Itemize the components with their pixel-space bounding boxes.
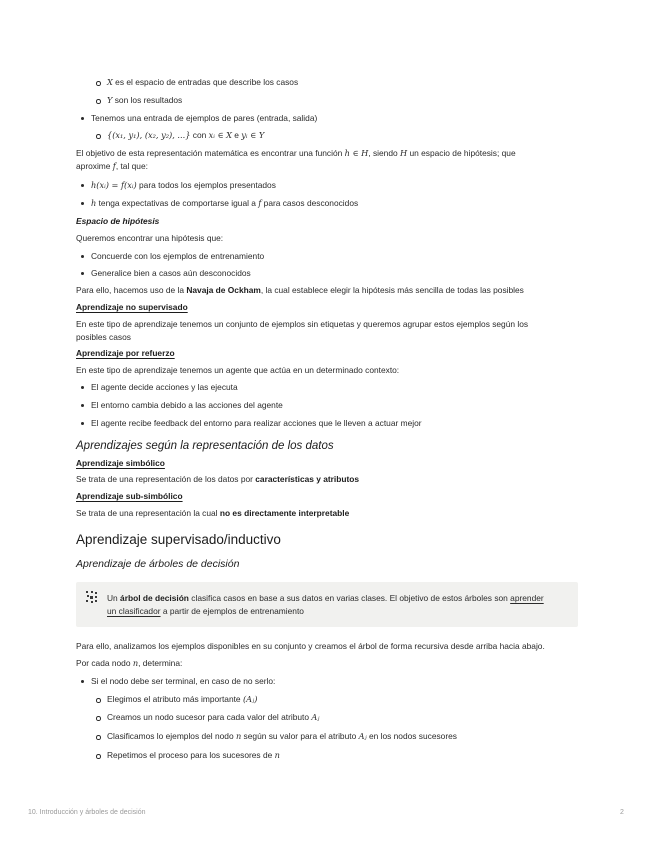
representation-heading: Aprendizajes según la representación de los datos	[76, 440, 334, 452]
list-item-agent-feedback: El agente recibe feedback del entorno para realizar acciones que le lleven a actuar mejor	[91, 418, 422, 428]
bullet-hollow	[96, 134, 101, 139]
list-item-terminal-node: Si el nodo debe ser terminal, en caso de no serlo:	[91, 676, 276, 686]
list-item-agent-decides: El agente decide acciones y las ejecuta	[91, 382, 238, 392]
bullet	[81, 184, 84, 187]
list-item-environment-changes: El entorno cambia debido a las acciones del agente	[91, 400, 283, 410]
subsymbolic-text: Se trata de una representación la cual no es directamente interpretable	[76, 508, 350, 518]
callout-text: Un árbol de decisión clasifica casos en base a sus datos en varias clases. El objetivo de estos árboles son aprender un clasificador a partir de ejemplos de entrenamiento	[107, 593, 544, 617]
list-item-pairs-math: {(x₁, y₁), (x₂, y₂), ...} con xᵢ ∈ X e yᵢ ∈ Y	[107, 130, 265, 140]
classifier-link[interactable]: un clasificador	[107, 606, 161, 617]
bullet-hollow	[96, 716, 101, 721]
bullet	[81, 386, 84, 389]
reinforcement-intro: En este tipo de aprendizaje tenemos un agente que actúa en un determinado contexto:	[76, 365, 400, 375]
bullet	[81, 680, 84, 683]
trees-paragraph-2: Por cada nodo n, determina:	[76, 658, 183, 668]
bullet	[81, 404, 84, 407]
list-item-repeat-process: Repetimos el proceso para los sucesores de n	[107, 750, 280, 760]
bullet	[81, 202, 84, 205]
list-item-pairs: Tenemos una entrada de ejemplos de pares (entrada, salida)	[91, 113, 318, 123]
supervised-heading: Aprendizaje supervisado/inductivo	[76, 532, 281, 547]
unsupervised-heading: Aprendizaje no supervisado	[76, 302, 188, 312]
hypothesis-intro: Queremos encontrar una hipótesis que:	[76, 233, 224, 243]
list-item-y: Y son los resultados	[107, 95, 183, 105]
subsymbolic-heading: Aprendizaje sub-simbólico	[76, 491, 183, 501]
list-item-x-space: X es el espacio de entradas que describe los casos	[107, 77, 299, 87]
bullet-hollow	[96, 99, 101, 104]
bullet-hollow	[96, 698, 101, 703]
list-item-create-successor: Creamos un nodo sucesor para cada valor del atributo Aⱼ	[107, 712, 320, 722]
list-item-generalice: Generalice bien a casos aún desconocidos	[91, 268, 251, 278]
symbolic-heading: Aprendizaje simbólico	[76, 458, 165, 468]
learn-link[interactable]: aprender	[510, 593, 544, 603]
bullet	[81, 117, 84, 120]
footer-title: 10. Introducción y árboles de decisión	[28, 809, 146, 816]
objective-paragraph-line1: El objetivo de esta representación matemática es encontrar una función h ∈ H, siendo H un espacio de hipótesis; que	[76, 148, 516, 158]
trees-paragraph-1: Para ello, analizamos los ejemplos disponibles en su conjunto y creamos el árbol de forma recursiva desde arriba hacia abajo.	[76, 641, 545, 651]
bullet-hollow	[96, 754, 101, 759]
list-item-choose-attribute: Elegimos el atributo más importante (Aⱼ)	[107, 694, 258, 704]
list-item-classify-examples: Clasificamos lo ejemplos del nodo n según su valor para el atributo Aⱼ en los nodos sucesores	[107, 731, 457, 741]
bullet-hollow	[96, 735, 101, 740]
list-item-h-equals-f: h(xᵢ) = f(xᵢ) para todos los ejemplos presentados	[91, 180, 276, 190]
sparkle-icon	[86, 590, 98, 602]
bullet	[81, 255, 84, 258]
objective-paragraph-line2: aproxime f, tal que:	[76, 161, 148, 171]
list-item-h-expectations: h tenga expectativas de comportarse igual a f para casos desconocidos	[91, 198, 359, 208]
decision-trees-heading: Aprendizaje de árboles de decisión	[76, 558, 240, 570]
hypothesis-heading: Espacio de hipótesis	[76, 216, 160, 226]
bullet	[81, 272, 84, 275]
unsupervised-line2: posibles casos	[76, 332, 131, 342]
symbolic-text: Se trata de una representación de los datos por características y atributos	[76, 474, 360, 484]
bullet-hollow	[96, 81, 101, 86]
ockham-paragraph: Para ello, hacemos uso de la Navaja de Ockham, la cual establece elegir la hipótesis más sencilla de todas las posibles	[76, 285, 524, 295]
reinforcement-heading: Aprendizaje por refuerzo	[76, 348, 175, 358]
unsupervised-line1: En este tipo de aprendizaje tenemos un conjunto de ejemplos sin etiquetas y queremos agrupar estos ejemplos según los	[76, 319, 529, 329]
page-number: 2	[620, 809, 624, 816]
list-item-concuerde: Concuerde con los ejemplos de entrenamiento	[91, 251, 265, 261]
bullet	[81, 422, 84, 425]
